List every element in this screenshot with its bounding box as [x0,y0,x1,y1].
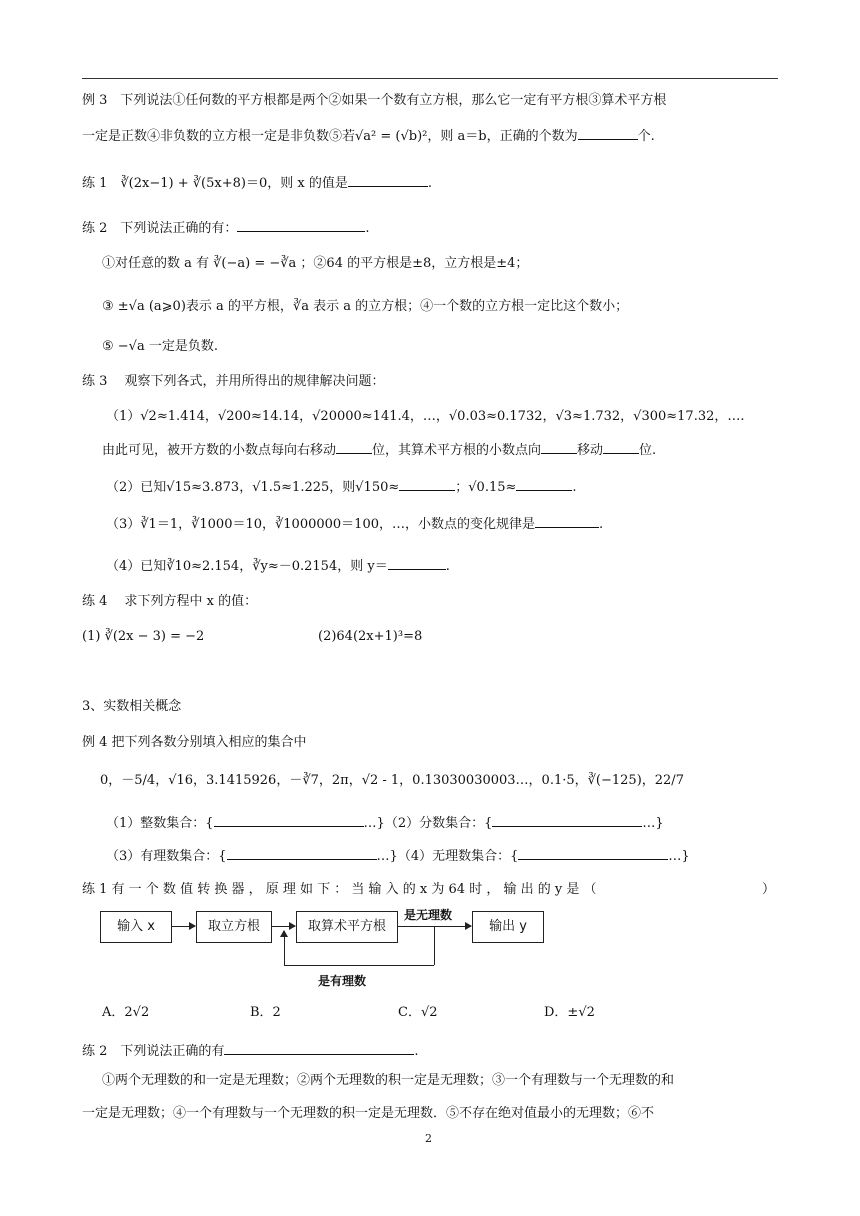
output-box: 输出 y [472,911,544,943]
practice2-title [82,218,370,238]
square-root-box: 取算术平方根 [296,911,398,943]
q3-text: （3）∛1＝1，∛1000＝10，∛1000000＝100，…，小数点的变化规律是 [106,517,536,532]
option-a: A．2√2 [102,1005,150,1020]
feedback-line [284,965,434,966]
practice4-equation-2: (2)64(2x+1)³=8 [318,629,423,644]
page-number: 2 [425,1132,432,1145]
answer-blank [227,846,377,860]
practice2-end: . [365,221,370,236]
practice2-statement-2: ③ ±√a (a⩾0)表示 a 的平方根，∛a 表示 a 的立方根；④一个数的立方根一定比这个数小； [102,299,629,314]
example3-line1: 例 3 下列说法①任何数的平方根都是两个②如果一个数有立方根，那么它一定有平方根③算术平方根 [82,93,667,108]
cube-root-box: 取立方根 [196,911,272,943]
practice3-q2 [106,477,577,497]
practice2b-text: 练 2 下列说法正确的有 [82,1044,225,1059]
set-end: …} [668,849,690,864]
answer-blank [336,440,372,454]
fraction-set-label: （2）分数集合：{ [384,816,493,831]
arrow [171,926,195,927]
rational-set-label: （3）有理数集合：{ [106,849,227,864]
example4-sets-row1 [106,813,664,833]
practice3-q4 [106,556,450,576]
practice1-text: 练 1 ∛(2x−1) + ∛(5x+8)＝0，则 x 的值是 [82,176,348,191]
q4-end: . [445,559,450,574]
converter-question-close: ） [762,882,776,897]
irrational-label: 是无理数 [404,908,453,922]
set-end: …} [642,816,664,831]
example4-sets-row2 [106,846,690,866]
answer-blank [388,556,446,570]
practice3-q1: （1）√2≈1.414，√200≈14.14，√20000≈141.4，…，√0.03≈0.1732，√3≈1.732，√300≈17.32，…. [106,409,745,424]
example3-end: 个. [637,129,655,144]
answer-blank [541,440,577,454]
q1-text-c: 移动 [577,443,604,458]
practice2b-end: . [414,1044,419,1059]
example4-numbers: 0，－5/4，√16，3.1415926，－∛7，2π，√2 - 1，0.13030030003…，0.1·5，∛(−125)，22/7 [100,773,684,788]
answer-blank [492,813,642,827]
practice3-q1-conclusion [102,440,656,460]
answer-blank [214,813,364,827]
q1-text-b: 位，其算术平方根的小数点向 [372,443,542,458]
rational-label: 是有理数 [318,974,367,988]
practice3-q3 [106,514,603,534]
converter-flowchart [100,906,560,988]
practice2b-line2: 一定是无理数；④一个有理数与一个无理数的积一定是无理数．⑤不存在绝对值最小的无理数；⑥不 [82,1106,655,1121]
example4-title: 例 4 把下列各数分别填入相应的集合中 [82,735,307,750]
set-end: …} [376,849,398,864]
option-c: C．√2 [398,1005,438,1020]
answer-blank [399,477,455,491]
section3-title: 3、实数相关概念 [82,699,182,714]
answer-blank [603,440,639,454]
q2-text-a: （2）已知√15≈3.873，√1.5≈1.225，则√150≈ [106,480,400,495]
answer-blank [518,846,668,860]
option-b: B．2 [250,1005,281,1020]
irrational-set-label: （4）无理数集合：{ [397,849,519,864]
q1-text-a: 由此可见，被开方数的小数点每向右移动 [102,443,337,458]
answer-blank [535,514,599,528]
example3-line2 [82,126,655,146]
converter-question: 练 1 有 一 个 数 值 转 换 器 ， 原 理 如 下 ： 当 输 入 的 x 为 64 时 ， 输 出 的 y 是 （ [82,882,597,897]
practice2-statement-3: ⑤ −√a 一定是负数. [102,339,218,354]
set-end: …} [363,816,385,831]
q1-text-d: 位. [639,443,657,458]
arrow [271,926,295,927]
q4-text: （4）已知∛10≈2.154，∛y≈－0.2154，则 y＝ [106,559,388,574]
practice4-equation-1: (1) ∛(2x − 3) = −2 [82,629,205,644]
q3-end: . [599,517,604,532]
answer-blank [348,173,428,187]
header-rule [82,78,778,79]
feedback-arrowhead [280,930,288,937]
option-d: D．±√2 [544,1005,595,1020]
practice2b-title [82,1041,419,1061]
answer-blank [578,126,638,140]
practice4-title: 练 4 求下列方程中 x 的值： [82,594,258,609]
practice1-end: . [427,176,432,191]
q2-text-c: . [572,480,577,495]
practice2-text: 练 2 下列说法正确的有： [82,221,238,236]
practice1 [82,173,432,193]
feedback-line [434,927,435,965]
q2-text-b: ；√0.15≈ [455,480,517,495]
practice3-title: 练 3 观察下列各式，并用所得出的规律解决问题： [82,374,385,389]
practice2-statement-1: ①对任意的数 a 有 ∛(−a) = −∛a ；②64 的平方根是±8，立方根是±4； [102,256,529,271]
integer-set-label: （1）整数集合：{ [106,816,214,831]
practice2b-line1: ①两个无理数的和一定是无理数；②两个无理数的积一定是无理数；③一个有理数与一个无理数的和 [102,1073,675,1088]
answer-blank [224,1041,414,1055]
input-box: 输入 x [100,911,172,943]
answer-blank [516,477,572,491]
answer-blank [237,218,365,232]
example3-text: 一定是正数④非负数的立方根一定是非负数⑤若√a² = (√b)²，则 a＝b，正确的个数为 [82,129,578,144]
